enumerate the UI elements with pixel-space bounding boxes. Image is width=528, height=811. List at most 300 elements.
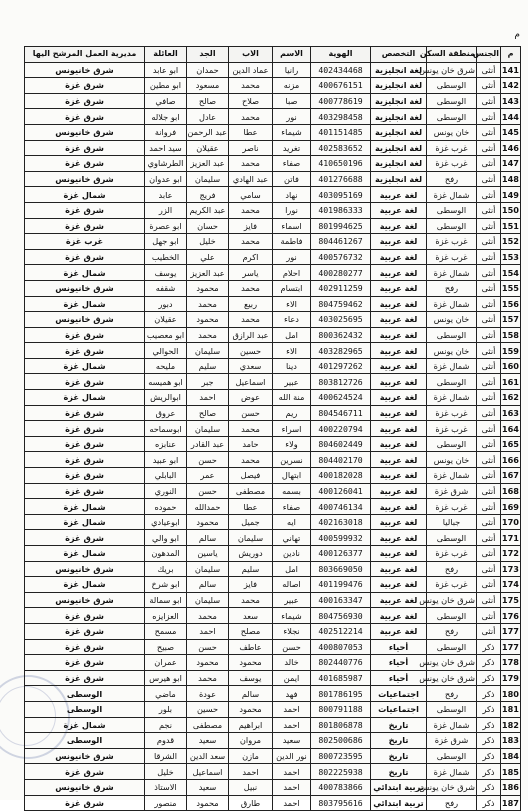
cell-specialization: تاريخ <box>371 764 427 780</box>
cell-directorate: شرق خانيونس <box>25 171 145 187</box>
cell-family-name: شقفه <box>145 280 187 296</box>
cell-specialization: لغة عربية <box>371 483 427 499</box>
cell-directorate: شمال غزة <box>25 717 145 733</box>
cell-name: نور <box>273 249 311 265</box>
table-row <box>25 779 521 795</box>
cell-specialization: أحياء <box>371 655 427 671</box>
cell-family-name: عابد <box>145 187 187 203</box>
header-region: منطقة السكن <box>427 47 477 63</box>
table-row <box>25 62 521 78</box>
header-gender: الجنس <box>477 47 501 63</box>
cell-gender: ذكر <box>477 670 501 686</box>
cell-region: الوسطى <box>427 639 477 655</box>
cell-gender: ذكر <box>477 686 501 702</box>
cell-father-name: نبيل <box>229 779 273 795</box>
cell-specialization: أحياء <box>371 639 427 655</box>
cell-gender: أنثى <box>477 109 501 125</box>
cell-index: 142 <box>501 78 521 94</box>
cell-index: 158 <box>501 327 521 343</box>
cell-family-name: عنابزه <box>145 436 187 452</box>
table-row <box>25 171 521 187</box>
cell-directorate: شرق غزة <box>25 218 145 234</box>
cell-name: الاء <box>273 296 311 312</box>
cell-region: غرب غزة <box>427 234 477 250</box>
cell-directorate: الوسطى <box>25 701 145 717</box>
cell-gender: أنثى <box>477 234 501 250</box>
cell-name: نور <box>273 109 311 125</box>
cell-grandfather-name: احمد <box>187 390 229 406</box>
cell-region: الوسطى <box>427 748 477 764</box>
cell-index: 154 <box>501 265 521 281</box>
cell-name: ايه <box>273 514 311 530</box>
cell-specialization: لغة عربية <box>371 249 427 265</box>
cell-directorate: شرق غزة <box>25 623 145 639</box>
cell-directorate: شرق خانيونس <box>25 561 145 577</box>
table-row <box>25 156 521 172</box>
cell-family-name: بريك <box>145 561 187 577</box>
cell-region: شرق خان يونس <box>427 592 477 608</box>
cell-gender: أنثى <box>477 296 501 312</box>
cell-grandfather-name: سليمان <box>187 171 229 187</box>
cell-directorate: غرب غزة <box>25 234 145 250</box>
cell-index: 174 <box>501 577 521 593</box>
cell-id-number: 803795616 <box>311 795 371 811</box>
cell-id-number: 804602449 <box>311 436 371 452</box>
cell-id-number: 400746134 <box>311 499 371 515</box>
cell-directorate: شرق خانيونس <box>25 280 145 296</box>
cell-specialization: لغة عربية <box>371 312 427 328</box>
table-row <box>25 312 521 328</box>
cell-grandfather-name: سليمان <box>187 592 229 608</box>
cell-region: رفح <box>427 686 477 702</box>
cell-region: الوسطى <box>427 436 477 452</box>
cell-id-number: 400220794 <box>311 421 371 437</box>
cell-directorate: شمال غزة <box>25 514 145 530</box>
cell-name: صبا <box>273 93 311 109</box>
cell-father-name: طارق <box>229 795 273 811</box>
cell-specialization: لغة عربية <box>371 468 427 484</box>
cell-grandfather-name: محمد <box>187 327 229 343</box>
cell-name: حسن <box>273 639 311 655</box>
table-row <box>25 421 521 437</box>
cell-grandfather-name: عبد العزيز <box>187 265 229 281</box>
candidates-table <box>24 46 521 811</box>
cell-index: 178 <box>501 655 521 671</box>
cell-father-name: عاطف <box>229 639 273 655</box>
cell-father-name: عبد الهادي <box>229 171 273 187</box>
cell-gender: أنثى <box>477 608 501 624</box>
cell-directorate: شرق غزة <box>25 156 145 172</box>
table-row <box>25 795 521 811</box>
cell-gender: أنثى <box>477 499 501 515</box>
table-row <box>25 265 521 281</box>
cell-index: 155 <box>501 280 521 296</box>
cell-father-name: سليم <box>229 561 273 577</box>
cell-id-number: 402911259 <box>311 280 371 296</box>
cell-id-number: 400778619 <box>311 93 371 109</box>
cell-index: 152 <box>501 234 521 250</box>
table-row <box>25 93 521 109</box>
cell-region: الوسطى <box>427 202 477 218</box>
cell-gender: أنثى <box>477 78 501 94</box>
cell-index: 149 <box>501 187 521 203</box>
cell-gender: أنثى <box>477 436 501 452</box>
table-row <box>25 608 521 624</box>
cell-index: 143 <box>501 93 521 109</box>
cell-id-number: 804461267 <box>311 234 371 250</box>
cell-id-number: 401986333 <box>311 202 371 218</box>
cell-gender: أنثى <box>477 265 501 281</box>
cell-name: فاتن <box>273 171 311 187</box>
cell-father-name: مروان <box>229 733 273 749</box>
cell-specialization: لغة عربية <box>371 405 427 421</box>
cell-family-name: ماضي <box>145 686 187 702</box>
cell-region: جباليا <box>427 514 477 530</box>
cell-name: دينا <box>273 358 311 374</box>
cell-id-number: 800791188 <box>311 701 371 717</box>
cell-id-number: 401151485 <box>311 124 371 140</box>
cell-region: شمال غزة <box>427 717 477 733</box>
table-row <box>25 218 521 234</box>
cell-index: 157 <box>501 312 521 328</box>
cell-directorate: شرق غزة <box>25 530 145 546</box>
cell-family-name: ابو جهل <box>145 234 187 250</box>
cell-gender: ذكر <box>477 795 501 811</box>
cell-father-name: محمد <box>229 234 273 250</box>
cell-index: 160 <box>501 358 521 374</box>
cell-index: 186 <box>501 779 521 795</box>
cell-id-number: 402163018 <box>311 514 371 530</box>
cell-directorate: شرق غزة <box>25 343 145 359</box>
header-family: العائلة <box>145 47 187 63</box>
cell-grandfather-name: سليمان <box>187 343 229 359</box>
cell-family-name: نجم <box>145 717 187 733</box>
cell-index: 183 <box>501 733 521 749</box>
cell-region: الوسطى <box>427 78 477 94</box>
cell-specialization: تاريخ <box>371 733 427 749</box>
cell-grandfather-name: سالم <box>187 577 229 593</box>
cell-gender: أنثى <box>477 561 501 577</box>
cell-gender: أنثى <box>477 218 501 234</box>
cell-id-number: 403282965 <box>311 343 371 359</box>
cell-grandfather-name: مصطفى <box>187 717 229 733</box>
table-row <box>25 701 521 717</box>
cell-region: الوسطى <box>427 374 477 390</box>
cell-grandfather-name: محمود <box>187 795 229 811</box>
table-row <box>25 374 521 390</box>
cell-directorate: شرق غزة <box>25 405 145 421</box>
cell-name: احمد <box>273 764 311 780</box>
cell-name: اصاله <box>273 577 311 593</box>
cell-specialization: اجتماعيات <box>371 686 427 702</box>
cell-name: احمد <box>273 717 311 733</box>
cell-index: 168 <box>501 483 521 499</box>
cell-directorate: شمال غزة <box>25 390 145 406</box>
cell-id-number: 401276688 <box>311 171 371 187</box>
cell-family-name: عروق <box>145 405 187 421</box>
cell-family-name: الطرشاوي <box>145 156 187 172</box>
cell-region: شرق خان يونس <box>427 670 477 686</box>
cell-region: الوسطى <box>427 608 477 624</box>
cell-index: 177 <box>501 639 521 655</box>
cell-specialization: لغة عربية <box>371 546 427 562</box>
cell-directorate: شرق خانيونس <box>25 779 145 795</box>
cell-family-name: عمران <box>145 655 187 671</box>
table-row <box>25 748 521 764</box>
cell-directorate: شرق غزة <box>25 421 145 437</box>
cell-region: غرب غزة <box>427 405 477 421</box>
cell-name: احمد <box>273 795 311 811</box>
cell-family-name: المدهون <box>145 546 187 562</box>
table-row <box>25 717 521 733</box>
cell-id-number: 401297262 <box>311 358 371 374</box>
cell-region: شمال غزة <box>427 468 477 484</box>
cell-name: صفاء <box>273 156 311 172</box>
cell-index: 144 <box>501 109 521 125</box>
cell-directorate: شرق غزة <box>25 202 145 218</box>
cell-index: 156 <box>501 296 521 312</box>
cell-gender: أنثى <box>477 62 501 78</box>
cell-family-name: قدوم <box>145 733 187 749</box>
cell-region: الوسطى <box>427 701 477 717</box>
cell-directorate: شمال غزة <box>25 265 145 281</box>
cell-id-number: 401685987 <box>311 670 371 686</box>
cell-index: 146 <box>501 140 521 156</box>
cell-family-name: الحوالي <box>145 343 187 359</box>
cell-family-name: صبيح <box>145 639 187 655</box>
table-row <box>25 452 521 468</box>
cell-father-name: عطا <box>229 499 273 515</box>
cell-directorate: شرق غزة <box>25 468 145 484</box>
cell-specialization: لغة عربية <box>371 514 427 530</box>
cell-specialization: لغة انجليزية <box>371 124 427 140</box>
table-row <box>25 577 521 593</box>
cell-region: الوسطى <box>427 109 477 125</box>
cell-grandfather-name: محمد <box>187 296 229 312</box>
cell-directorate: شرق غزة <box>25 93 145 109</box>
cell-father-name: عبد الرازق <box>229 327 273 343</box>
cell-family-name: ابو هيرس <box>145 670 187 686</box>
cell-father-name: ياسر <box>229 265 273 281</box>
cell-region: شرق غزة <box>427 733 477 749</box>
cell-family-name: بلور <box>145 701 187 717</box>
cell-family-name: حموده <box>145 499 187 515</box>
cell-father-name: مصلح <box>229 623 273 639</box>
cell-directorate: شرق غزة <box>25 670 145 686</box>
cell-grandfather-name: فريج <box>187 187 229 203</box>
cell-index: 167 <box>501 468 521 484</box>
cell-directorate: شمال غزة <box>25 187 145 203</box>
cell-specialization: لغة عربية <box>371 421 427 437</box>
cell-name: فاطمة <box>273 234 311 250</box>
cell-name: صفاء <box>273 499 311 515</box>
cell-specialization: لغة انجليزية <box>371 78 427 94</box>
cell-region: خان يونس <box>427 124 477 140</box>
cell-grandfather-name: عبد الكريم <box>187 202 229 218</box>
cell-grandfather-name: محمود <box>187 280 229 296</box>
table-row <box>25 592 521 608</box>
table-row <box>25 546 521 562</box>
cell-id-number: 400624524 <box>311 390 371 406</box>
cell-directorate: شرق غزة <box>25 764 145 780</box>
cell-directorate: شرق غزة <box>25 327 145 343</box>
cell-grandfather-name: حسين <box>187 701 229 717</box>
cell-grandfather-name: محمود <box>187 312 229 328</box>
cell-id-number: 804756930 <box>311 608 371 624</box>
table-row <box>25 764 521 780</box>
cell-region: شمال غزة <box>427 265 477 281</box>
table-row <box>25 468 521 484</box>
cell-specialization: تربية ابتدائي <box>371 779 427 795</box>
cell-region: شمال غزة <box>427 358 477 374</box>
cell-index: 175 <box>501 592 521 608</box>
cell-gender: أنثى <box>477 171 501 187</box>
cell-directorate: شرق غزة <box>25 639 145 655</box>
cell-specialization: لغة انجليزية <box>371 171 427 187</box>
cell-region: رفح <box>427 623 477 639</box>
cell-id-number: 400807053 <box>311 639 371 655</box>
cell-directorate: شرق غزة <box>25 483 145 499</box>
cell-region: غرب غزة <box>427 156 477 172</box>
cell-gender: ذكر <box>477 748 501 764</box>
cell-index: 182 <box>501 717 521 733</box>
table-row <box>25 343 521 359</box>
table-row <box>25 655 521 671</box>
cell-directorate: شرق غزة <box>25 608 145 624</box>
cell-name: احمد <box>273 701 311 717</box>
table-row <box>25 530 521 546</box>
cell-grandfather-name: محمد <box>187 670 229 686</box>
cell-grandfather-name: حسان <box>187 218 229 234</box>
cell-family-name: دبور <box>145 296 187 312</box>
cell-specialization: لغة عربية <box>371 561 427 577</box>
cell-directorate: شرق غزة <box>25 655 145 671</box>
table-row <box>25 234 521 250</box>
cell-index: 164 <box>501 421 521 437</box>
cell-directorate: شرق خانيونس <box>25 748 145 764</box>
cell-family-name: ابو عدوان <box>145 171 187 187</box>
cell-father-name: فايز <box>229 218 273 234</box>
cell-name: شيماء <box>273 608 311 624</box>
cell-name: عبير <box>273 592 311 608</box>
cell-directorate: شرق غزة <box>25 140 145 156</box>
cell-specialization: لغة عربية <box>371 577 427 593</box>
cell-gender: أنثى <box>477 546 501 562</box>
cell-region: شرق خان يونس <box>427 779 477 795</box>
cell-specialization: لغة عربية <box>371 280 427 296</box>
cell-gender: ذكر <box>477 717 501 733</box>
cell-region: غرب غزة <box>427 421 477 437</box>
cell-gender: ذكر <box>477 779 501 795</box>
cell-index: 163 <box>501 405 521 421</box>
cell-index: 177 <box>501 623 521 639</box>
header-name: الاسم <box>273 47 311 63</box>
cell-gender: أنثى <box>477 124 501 140</box>
cell-specialization: اجتماعيات <box>371 701 427 717</box>
cell-name: امل <box>273 327 311 343</box>
cell-region: خان يونس <box>427 312 477 328</box>
cell-gender: أنثى <box>477 421 501 437</box>
cell-father-name: فيصل <box>229 468 273 484</box>
cell-father-name: صلاح <box>229 93 273 109</box>
cell-grandfather-name: اسماعيل <box>187 764 229 780</box>
cell-grandfather-name: حمدالله <box>187 499 229 515</box>
cell-specialization: لغة انجليزية <box>371 156 427 172</box>
table-row <box>25 109 521 125</box>
table-row <box>25 327 521 343</box>
cell-region: الوسطى <box>427 93 477 109</box>
cell-grandfather-name: عادل <box>187 109 229 125</box>
header-id: الهوية <box>311 47 371 63</box>
cell-id-number: 802225938 <box>311 764 371 780</box>
cell-family-name: صافي <box>145 93 187 109</box>
cell-directorate: شرق خانيونس <box>25 312 145 328</box>
cell-id-number: 803812726 <box>311 374 371 390</box>
cell-family-name: الشرقا <box>145 748 187 764</box>
cell-name: امل <box>273 561 311 577</box>
cell-specialization: لغة عربية <box>371 499 427 515</box>
cell-name: مزنه <box>273 78 311 94</box>
cell-family-name: ابو سمالة <box>145 592 187 608</box>
cell-specialization: لغة عربية <box>371 327 427 343</box>
cell-id-number: 410650196 <box>311 156 371 172</box>
cell-father-name: محمد <box>229 312 273 328</box>
cell-name: نادين <box>273 546 311 562</box>
cell-name: منة الله <box>273 390 311 406</box>
header-father: الاب <box>229 47 273 63</box>
cell-id-number: 403025695 <box>311 312 371 328</box>
cell-gender: ذكر <box>477 701 501 717</box>
cell-region: الوسطى <box>427 327 477 343</box>
cell-father-name: دوريش <box>229 546 273 562</box>
cell-father-name: محمد <box>229 280 273 296</box>
cell-name: ايمن <box>273 670 311 686</box>
cell-family-name: خليل <box>145 764 187 780</box>
cell-gender: أنثى <box>477 93 501 109</box>
cell-family-name: ابوعيادي <box>145 514 187 530</box>
header-directorate: مديرية العمل المرشح اليها <box>25 47 145 63</box>
cell-directorate: شرق غزة <box>25 452 145 468</box>
cell-index: 153 <box>501 249 521 265</box>
cell-id-number: 400280277 <box>311 265 371 281</box>
cell-gender: أنثى <box>477 187 501 203</box>
cell-specialization: لغة انجليزية <box>371 93 427 109</box>
cell-family-name: ابو عابد <box>145 62 187 78</box>
cell-specialization: لغة عربية <box>371 592 427 608</box>
cell-father-name: محمد <box>229 421 273 437</box>
cell-grandfather-name: محمد <box>187 608 229 624</box>
cell-father-name: احمد <box>229 764 273 780</box>
table-row <box>25 623 521 639</box>
cell-specialization: لغة عربية <box>371 390 427 406</box>
cell-father-name: فايز <box>229 577 273 593</box>
cell-gender: أنثى <box>477 592 501 608</box>
cell-index: 181 <box>501 701 521 717</box>
cell-gender: أنثى <box>477 530 501 546</box>
cell-index: 147 <box>501 156 521 172</box>
cell-specialization: لغة عربية <box>371 530 427 546</box>
cell-index: 162 <box>501 390 521 406</box>
cell-directorate: شرق غزة <box>25 78 145 94</box>
cell-directorate: شمال غزة <box>25 296 145 312</box>
cell-index: 179 <box>501 670 521 686</box>
cell-family-name: ابو هميسه <box>145 374 187 390</box>
cell-grandfather-name: عبد الرحمن <box>187 124 229 140</box>
table-row <box>25 78 521 94</box>
cell-name: فهد <box>273 686 311 702</box>
cell-id-number: 400576732 <box>311 249 371 265</box>
cell-region: رفح <box>427 561 477 577</box>
